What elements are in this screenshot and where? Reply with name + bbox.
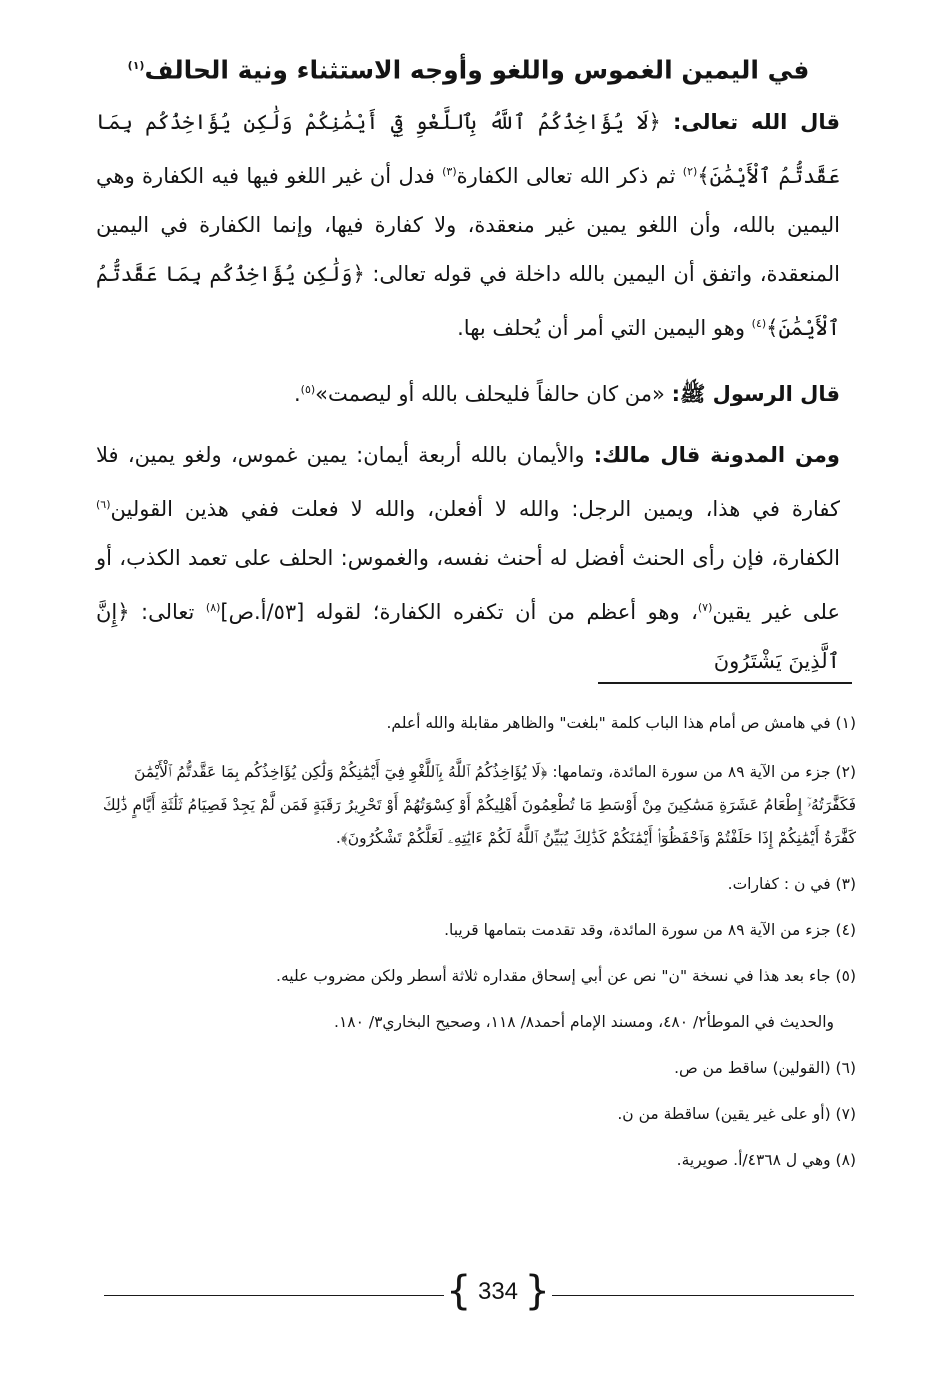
footnote-7: (٧) (أو على غير يقين) ساقطة من ن. [617, 1105, 856, 1123]
paragraph-lead: ومن المدونة قال مالك: [593, 443, 840, 467]
brace-right: } [524, 1268, 550, 1314]
footnote-ref: (١) [127, 59, 145, 72]
hadith-quote: «من كان حالفاً فليحلف بالله أو ليصمت» [315, 382, 665, 406]
footnote-ref: (٧) [697, 601, 713, 614]
chapter-heading [100, 46, 837, 90]
footer-rule-left [104, 1295, 444, 1296]
footnote-8: (٨) وهي ل ٤٣٦٨/أ. صويرية. [676, 1151, 856, 1169]
footnote-ref: (٤) [751, 317, 767, 330]
paragraph-quran-oaths [96, 98, 840, 353]
paragraph-text: فدل أن غير اللغو فيها فيه الكفارة وهي اليمين بالله، وأن اللغو يمين غير منعقدة، ولا كفارة فيها، وإنما الكفارة في اليمين المنعقدة، واتفق أن اليمين بالله داخلة في قوله تعالى: [96, 164, 840, 286]
footnote-ref: (٦) [96, 498, 111, 511]
footnote-4: (٤) جزء من الآية ٨٩ من سورة المائدة، وقد تقدمت بتمامها قريبا. [444, 921, 856, 939]
footnote-ref: (٥) [300, 383, 316, 396]
quran-verse: ﴿وَلَٰكِن يُؤَاخِذُكُم بِمَا عَقَّدتُّمُ ٱلْأَيْمَٰنَ﴾ [96, 262, 840, 340]
footnote-5-continued: والحديث في الموطأ٢/ ٤٨٠، ومسند الإمام أحمد٨/ ١١٨، وصحيح البخاري٣/ ١٨٠. [334, 1013, 834, 1031]
paragraph-lead: قال الله تعالى: [673, 110, 841, 134]
paragraph-text: ثم ذكر الله تعالى الكفارة [456, 164, 676, 188]
page-number: 334 [477, 1278, 519, 1305]
footnote-ref: (٨) [205, 601, 221, 614]
page-number-frame [446, 1268, 550, 1316]
footnote-ref: (٢) [682, 165, 698, 178]
quran-verse: ﴿لَا يُؤَاخِذُكُمُ ٱللَّهُ بِٱللَّغْوِ فِيٓ أَيْمَٰنِكُمْ وَلَٰكِن يُؤَاخِذُكُم بِمَا عَقَّدتُّمُ ٱلْأَيْمَٰنَ﴾ [96, 110, 840, 188]
footnotes-section [96, 710, 856, 1193]
paragraph-text: والأيمان بالله أربعة أيمان: يمين غموس، ولغو يمين، فلا كفارة في هذا، ويمين الرجل: والله لا أفعلن، والله لا فعلت ففي هذين القولين [96, 443, 840, 521]
paragraph-lead: قال الرسول ﷺ: [671, 382, 840, 406]
footnote-5: (٥) جاء بعد هذا في نسخة "ن" نص عن أبي إسحاق مقداره ثلاثة أسطر ولكن مضروب عليه. [276, 967, 856, 985]
quran-verse: ﴿إِنَّ ٱلَّذِينَ يَشْتَرُونَ [96, 600, 840, 673]
page-footer [100, 1268, 860, 1318]
footnote-3: (٣) في ن : كفارات. [727, 875, 856, 893]
footnote-6: (٦) (القولين) ساقط من ص. [674, 1059, 856, 1077]
paragraph-hadith [96, 365, 840, 419]
paragraph-text: تعالى: [141, 600, 195, 624]
footnote-1: (١) في هامش ص أمام هذا الباب كلمة "بلغت" والظاهر مقابلة والله أعلم. [386, 714, 856, 732]
footnote-2 [96, 756, 856, 855]
paragraph-text: وهو اليمين التي أمر أن يُحلف بها. [457, 316, 745, 340]
footnote-separator [598, 682, 852, 684]
main-text [96, 98, 840, 698]
paragraph-text: ، وهو أعظم من أن تكفره الكفارة؛ لقوله [٥٣/أ.ص] [220, 600, 698, 624]
brace-left: { [446, 1268, 472, 1314]
paragraph-mudawwana [96, 431, 840, 686]
footnote-ref: (٣) [442, 165, 457, 178]
chapter-title: في اليمين الغموس واللغو وأوجه الاستثناء ونية الحالف [144, 55, 810, 85]
paragraph-text: الكفارة، فإن رأى الحنث أفضل له أحنث نفسه، والغموس: الحلف على تعمد الكذب، أو على غير يقين [96, 546, 840, 624]
quran-verse: ﴿لَا يُؤَاخِذُكُمُ ٱللَّهُ بِٱللَّغْوِ فِيٓ أَيْمَٰنِكُمْ وَلَٰكِن يُؤَاخِذُكُم بِمَا عَقَّدتُّمُ ٱلْأَيْمَٰنَ فَكَفَّٰرَتُهُۥٓ إِطْعَامُ عَشَرَةِ مَسَٰكِينَ مِنْ أَوْسَطِ مَا تُطْعِمُونَ أَهْلِيكُمْ أَوْ كِسْوَتُهُمْ أَوْ تَحْرِيرُ رَقَبَةٍ فَمَن لَّمْ يَجِدْ فَصِيَامُ ثَلَٰثَةِ أَيَّامٍ ذَٰلِكَ كَفَّٰرَةُ أَيْمَٰنِكُمْ إِذَا حَلَفْتُمْ وَٱحْفَظُوٓا۟ أَيْمَٰنَكُمْ كَذَٰلِكَ يُبَيِّنُ ٱللَّهُ لَكُمْ ءَايَٰتِهِۦ لَعَلَّكُمْ تَشْكُرُونَ﴾. [102, 763, 856, 847]
footnote-text: (٢) جزء من الآية ٨٩ من سورة المائدة، وتمامها: [552, 763, 856, 781]
paragraph-text: . [293, 382, 301, 406]
footer-rule-right [552, 1295, 854, 1296]
